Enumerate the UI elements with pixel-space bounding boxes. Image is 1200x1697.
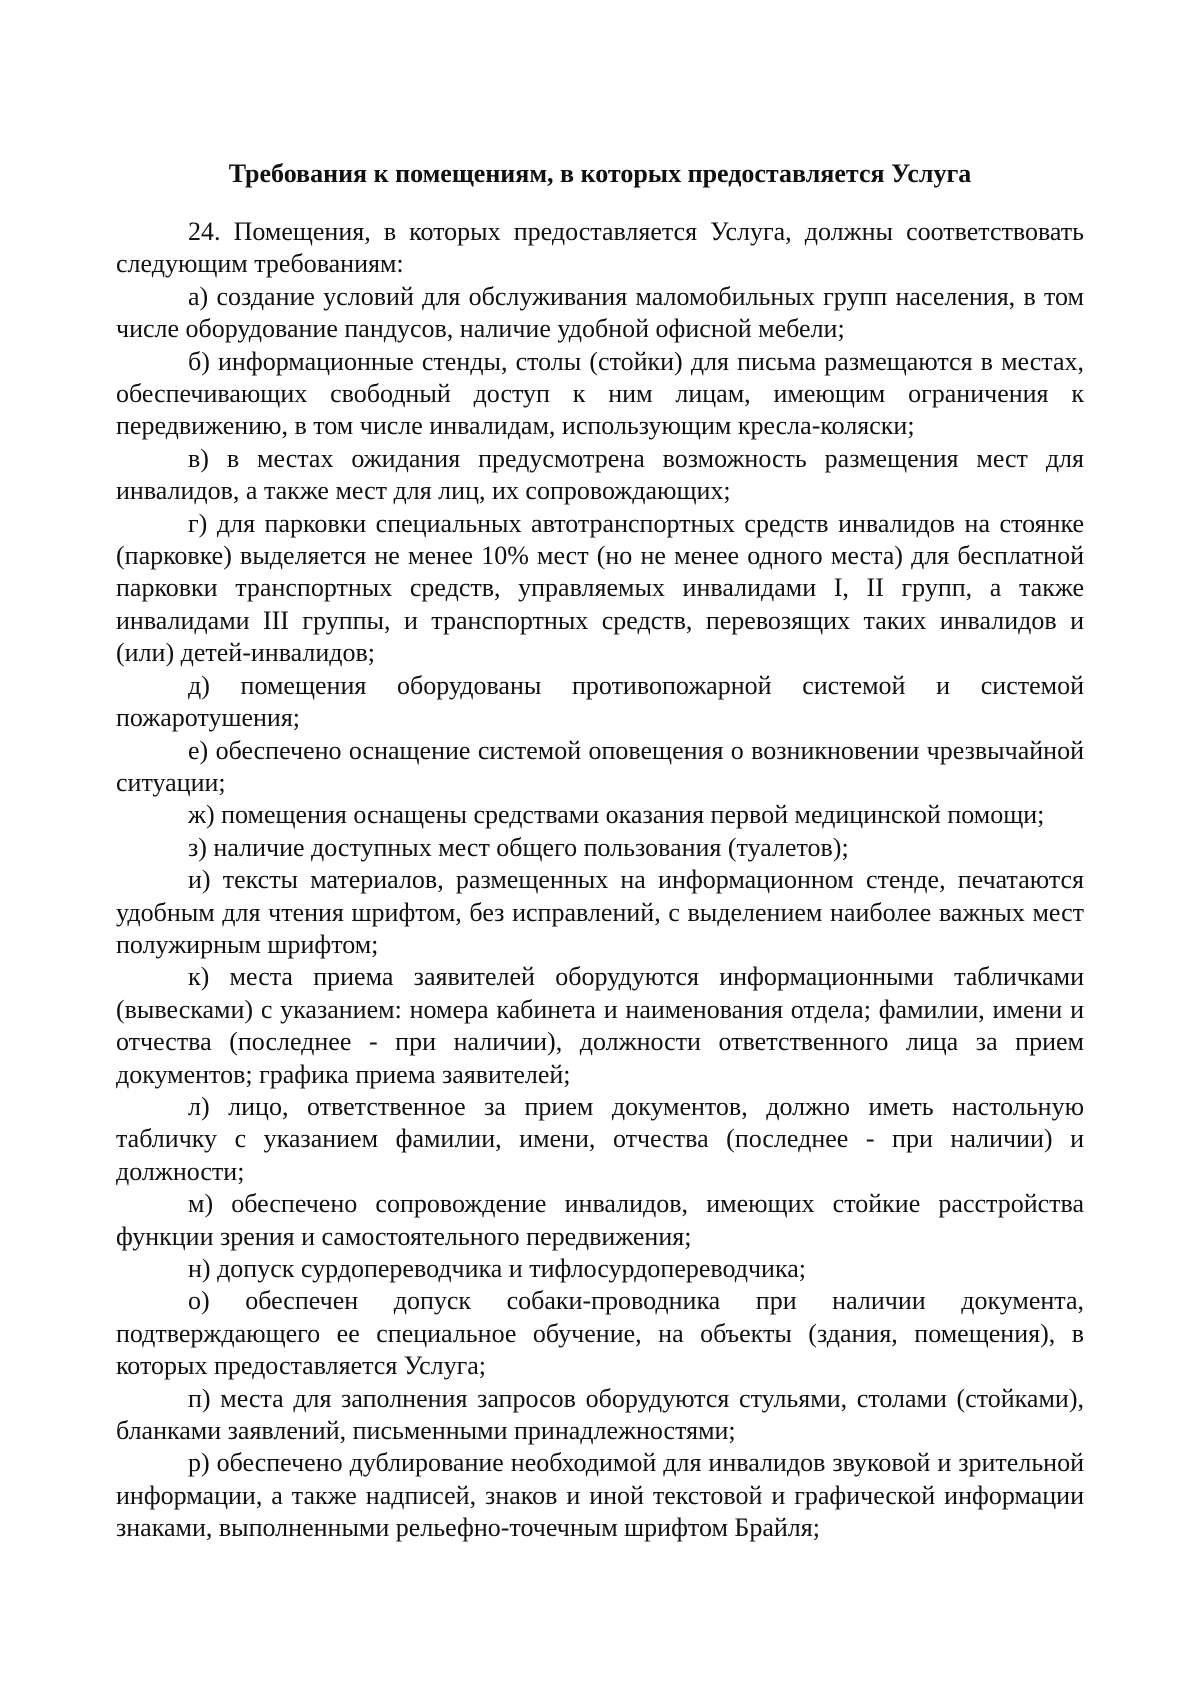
paragraph-item-l: л) лицо, ответственное за прием документов, должно иметь настольную табличку с указанием фамилии, имени, отчества (последнее - при наличии) и должности; bbox=[116, 1091, 1084, 1186]
paragraph-item-a: а) создание условий для обслуживания маломобильных групп населения, в том числе оборудование пандусов, наличие удобной офисной мебели; bbox=[116, 281, 1084, 344]
document-title: Требования к помещениям, в которых предоставляется Услуга bbox=[228, 159, 972, 188]
paragraph-item-i: и) тексты материалов, размещенных на информационном стенде, печатаются удобным для чтения шрифтом, без исправлений, с выделением наиболее важных мест полужирным шрифтом; bbox=[116, 865, 1084, 959]
paragraph-item-b: б) информационные стенды, столы (стойки) для письма размещаются в местах, обеспечивающих свободный доступ к ним лицам, имеющим ограничения к передвижению, в том числе инвалидам, использующим кресла-коляски; bbox=[116, 346, 1084, 441]
paragraph-item-p: п) места для заполнения запросов оборудуются стульями, столами (стойками), бланками заявлений, письменными принадлежностями; bbox=[116, 1383, 1084, 1446]
paragraph-item-e: е) обеспечено оснащение системой оповещения о возникновении чрезвычайной ситуации; bbox=[116, 735, 1084, 797]
paragraph-item-m: м) обеспечено сопровождение инвалидов, имеющих стойкие расстройства функции зрения и самостоятельного передвижения; bbox=[116, 1189, 1084, 1251]
paragraph-item-z: з) наличие доступных мест общего пользования (туалетов); bbox=[188, 832, 849, 862]
paragraph-item-v: в) в местах ожидания предусмотрена возможность размещения мест для инвалидов, а также мест для лиц, их сопровождающих; bbox=[116, 443, 1084, 506]
paragraph-item-o: о) обеспечен допуск собаки-проводника при наличии документа, подтверждающего ее специальное обучение, на объекты (здания, помещения), в которых предоставляется Услуга; bbox=[116, 1286, 1084, 1381]
paragraph-item-g: г) для парковки специальных автотранспортных средств инвалидов на стоянке (парковке) выделяется не менее 10% мест (но не менее одного места) для бесплатной парковки транспортных средств, управляемых инвалидами I, II групп, а также инвалидами III группы, и транспортных средств, перевозящих таких инвалидов и (или) детей-инвалидов; bbox=[116, 508, 1084, 668]
paragraph-item-n: н) допуск сурдопереводчика и тифлосурдопереводчика; bbox=[188, 1254, 806, 1283]
paragraph-item-zh: ж) помещения оснащены средствами оказания первой медицинской помощи; bbox=[188, 800, 1045, 830]
paragraph-item-d: д) помещения оборудованы противопожарной системой и системой пожаротушения; bbox=[116, 670, 1084, 733]
paragraph-item-k: к) места приема заявителей оборудуются информационными табличками (вывесками) с указанием: номера кабинета и наименования отдела; фамилии, имени и отчества (последнее - при наличии), должности ответственного лица за прием документов; графика приема заявителей; bbox=[116, 962, 1084, 1089]
paragraph-item-r: р) обеспечено дублирование необходимой для инвалидов звуковой и зрительной информации, а также надписей, знаков и иной текстовой и графической информации знаками, выполненными рельефно-точечным шрифтом Брайля; bbox=[116, 1448, 1084, 1543]
paragraph-24: 24. Помещения, в которых предоставляется Услуга, должны соответствовать следующим требованиям: bbox=[116, 217, 1084, 279]
document-page bbox=[116, 158, 1084, 1545]
